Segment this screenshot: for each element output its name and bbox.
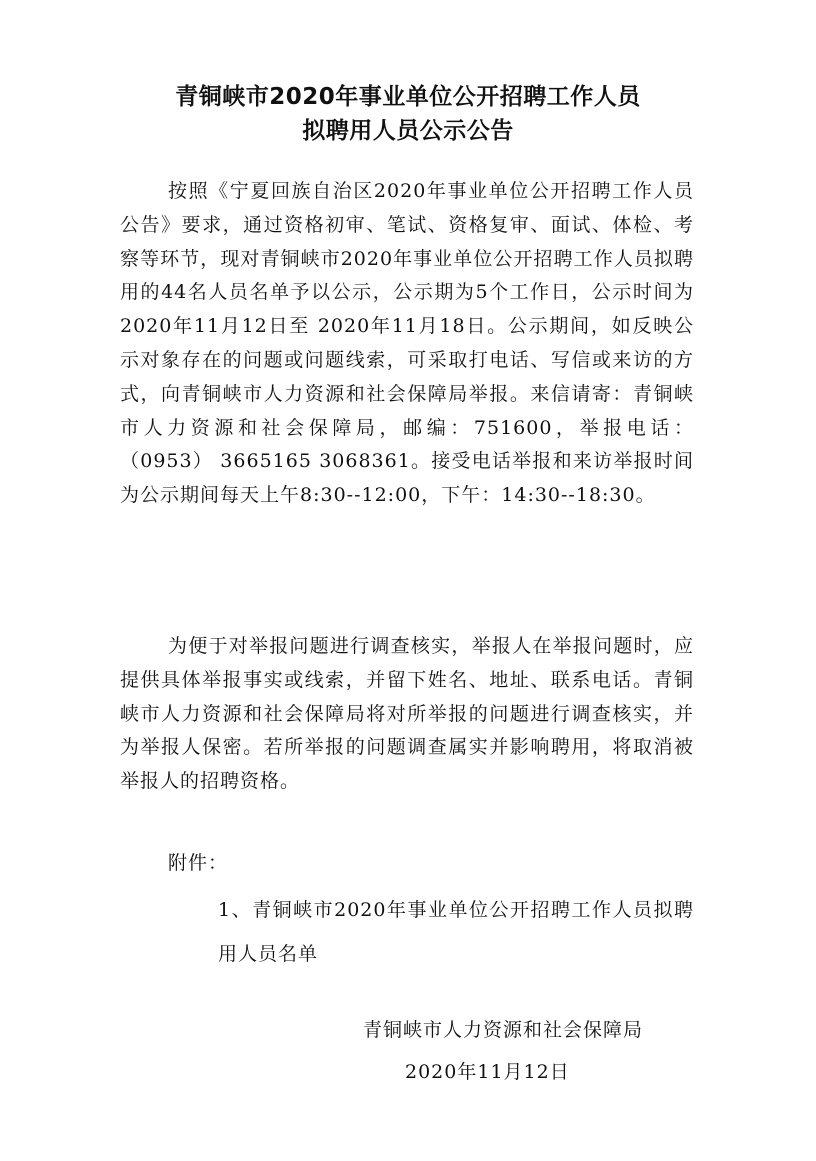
issue-date: 2020年11月12日 xyxy=(405,1061,570,1083)
paragraph-text: 按照《宁夏回族自治区2020年事业单位公开招聘工作人员公告》要求，通过资格初审、笔试、资格复审、面试、体检、考察等环节，现对青铜峡市2020年事业单位公开招聘工作人员拟聘用的44名人员名单予以公示，公示期为5个工作日，公示时间为2020年11月12日至 2020年11月18日。公示期间，如反映公示对象存在的问题或问题线索，可采取打电话、写信或来访的方式，向青铜峡市人力资源和社会保障局举报。来信请寄：青铜峡市人力资源和社会保障局，邮编：751600，举报电话：（0953） 3665165 3068361。接受电话举报和来访举报时间为公示期间每天上午8:30--12:00，下午：14:30--18:30。 xyxy=(120,180,694,507)
body-paragraph-2 xyxy=(120,630,694,799)
document-title-line2: 拟聘用人员公示公告 xyxy=(302,118,514,144)
document-title-line1: 青铜峡市2020年事业单位公开招聘工作人员 xyxy=(175,84,641,110)
attachment-label: 附件： xyxy=(168,852,229,874)
attachment-item: 1、青铜峡市2020年事业单位公开招聘工作人员拟聘用人员名单 xyxy=(218,899,694,965)
body-paragraph-1 xyxy=(120,175,694,513)
paragraph-text: 为便于对举报问题进行调查核实，举报人在举报问题时，应提供具体举报事实或线索，并留下姓名、地址、联系电话。青铜峡市人力资源和社会保障局将对所举报的问题进行调查核实，并为举报人保密。若所举报的问题调查属实并影响聘用，将取消被举报人的招聘资格。 xyxy=(120,635,694,793)
issuer-signature: 青铜峡市人力资源和社会保障局 xyxy=(363,1019,644,1041)
